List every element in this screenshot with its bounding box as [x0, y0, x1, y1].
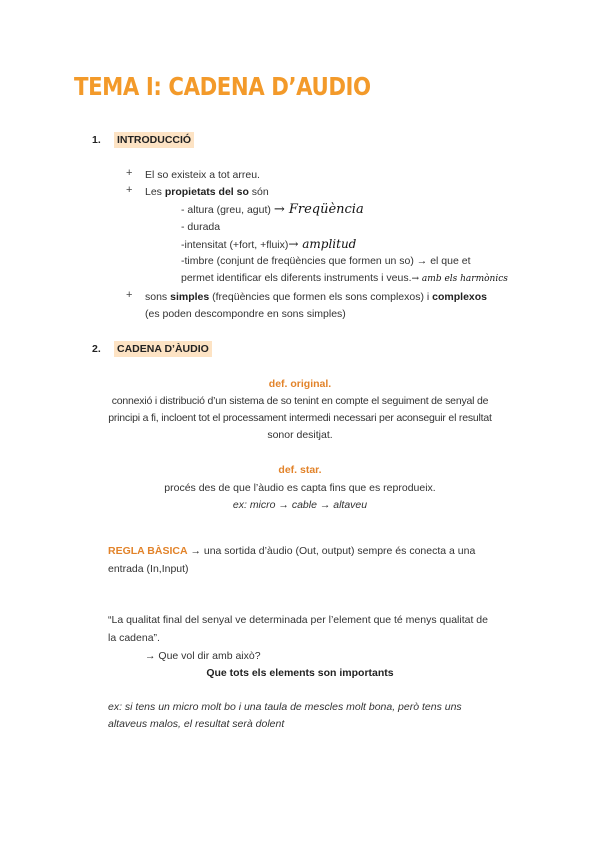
- section-heading-cadena-audio: [92, 343, 212, 355]
- intro-bullet-1: El so existeix a tot arreu.: [145, 169, 260, 181]
- section-heading-introduccio: [92, 134, 194, 146]
- property-timbre-text: permet identificar els diferents instruments i veus.: [181, 272, 412, 284]
- def-original-line-2: principi a fi, incloent tot el processament intermedi necessari per aconseguir el resultat: [108, 412, 492, 424]
- property-intensitat: [181, 236, 356, 254]
- regla-basica-text: → una sortida d’àudio (Out, output) sempre és conecta a una: [187, 545, 476, 557]
- page-title: TEMA I: CADENA D’AUDIO: [74, 72, 371, 101]
- intro-bullet-3-bold-complexos: complexos: [432, 291, 488, 303]
- section-number: 1.: [92, 134, 101, 146]
- bullet-marker: +: [126, 289, 133, 301]
- section-title: CADENA D’ÀUDIO: [114, 341, 212, 357]
- intro-bullet-2-bold: propietats del so: [164, 186, 249, 198]
- def-star-example: ex: micro → cable → altaveu: [232, 499, 368, 511]
- handwritten-note-amplitud: → amplitud: [288, 237, 357, 251]
- property-intensitat-text: -intensitat (+fort, +fluix): [181, 239, 289, 251]
- intro-bullet-2-post: són: [248, 186, 269, 198]
- bullet-marker: +: [126, 167, 133, 179]
- property-timbre-line-2: [181, 270, 508, 288]
- section-number: 2.: [92, 343, 101, 355]
- intro-bullet-3: [145, 289, 487, 306]
- question-line: → Que vol dir amb això?: [145, 650, 261, 662]
- intro-bullet-3-pre: sons: [145, 291, 171, 303]
- example-line-2: altaveus malos, el resultat serà dolent: [108, 718, 285, 730]
- def-original-line-3: sonor desitjat.: [267, 429, 333, 441]
- def-star-label: def. star.: [278, 464, 322, 476]
- def-original-line-1: connexió i distribució d’un sistema de so tenint en compte el seguiment de senyal de: [111, 395, 489, 407]
- property-altura: [181, 201, 364, 219]
- quote-line-2: la cadena”.: [108, 632, 160, 644]
- regla-basica-label: REGLA BÀSICA: [108, 545, 188, 557]
- intro-bullet-2-pre: Les: [145, 186, 165, 198]
- intro-bullet-3-line-2: (es poden descompondre en sons simples): [145, 308, 346, 320]
- answer-line: Que tots els elements son importants: [206, 667, 394, 679]
- intro-bullet-2: [145, 184, 269, 201]
- regla-basica-line-1: [108, 543, 475, 560]
- def-star-line-1: procés des de que l’àudio es capta fins que es reprodueix.: [164, 482, 436, 494]
- regla-basica-line-2: entrada (In,Input): [108, 563, 189, 575]
- def-original-label: def. original.: [268, 378, 332, 390]
- handwritten-note-harmonics: → amb els harmònics: [411, 274, 508, 284]
- bullet-marker: +: [126, 184, 133, 196]
- example-line-1: ex: si tens un micro molt bo i una taula de mescles molt bona, però tens uns: [108, 701, 462, 713]
- property-durada: - durada: [181, 221, 221, 233]
- intro-bullet-3-bold-simples: simples: [170, 291, 210, 303]
- quote-line-1: “La qualitat final del senyal ve determinada per l’element que té menys qualitat de: [108, 614, 488, 626]
- intro-bullet-3-mid: (freqüències que formen els sons complexos) i: [209, 291, 433, 303]
- handwritten-note-frequencia: → Freqüència: [273, 202, 364, 217]
- property-timbre-line-1: -timbre (conjunt de freqüències que formen un so) → el que et: [181, 255, 471, 267]
- section-title: INTRODUCCIÓ: [114, 132, 194, 148]
- property-altura-text: - altura (greu, agut): [181, 204, 271, 216]
